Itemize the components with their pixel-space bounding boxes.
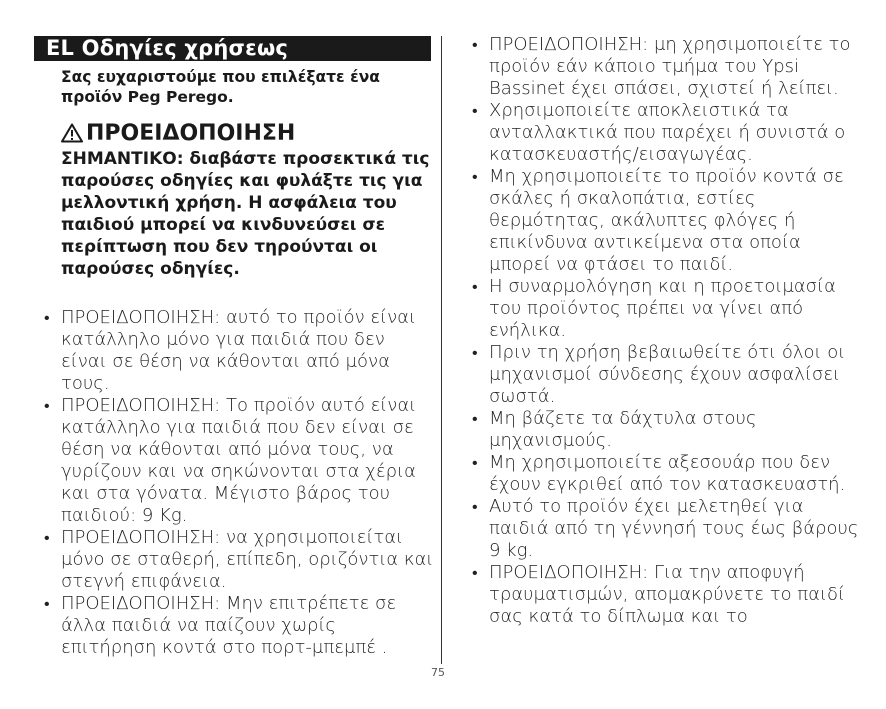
right-warning-list [464,34,859,628]
list-item: • ΠΡΟΕΙΔΟΠΟΙΗΣΗ: Το προϊόν αυτό είναι κατάλληλο για παιδιά που δεν είναι σε θέση να κάθονται από μόνα τους, να γυρίζουν και να σηκώνονται στα χέρια και στα γόνατα. Μέγιστο βάρος του παιδιού: 9 Kg. [36,395,436,527]
section-header: EL Οδηγίες χρήσεως [34,36,431,61]
list-item: • ΠΡΟΕΙΔΟΠΟΙΗΣΗ: Για την αποφυγή τραυματισμών, απομακρύνετε το παιδί σας κατά το δίπλωμα και το [464,562,859,628]
list-item: • Μη χρησιμοποιείτε αξεσουάρ που δεν έχουν εγκριθεί από τον κατασκευαστή. [464,452,859,496]
list-item: • Πριν τη χρήση βεβαιωθείτε ότι όλοι οι μηχανισμοί σύνδεσης έχουν ασφαλίσει σωστά. [464,342,859,408]
column-divider [441,36,442,664]
list-item: • Αυτό το προϊόν έχει μελετηθεί για παιδιά από τη γέννησή τους έως βάρους 9 kg. [464,496,859,562]
list-item: • Η συναρμολόγηση και η προετοιμασία του προϊόντος πρέπει να γίνει από ενήλικα. [464,276,859,342]
list-item: • ΠΡΟΕΙΔΟΠΟΙΗΣΗ: Μην επιτρέπετε σε άλλα παιδιά να παίζουν χωρίς επιτήρηση κοντά στο πορτ-μπεμπέ . [36,593,436,659]
list-item: • ΠΡΟΕΙΔΟΠΟΙΗΣΗ: να χρησιμοποιείται μόνο σε σταθερή, επίπεδη, οριζόντια και στεγνή επιφάνεια. [36,527,436,593]
left-warning-list [36,307,436,659]
page-number: 75 [431,666,445,679]
warning-title-text: ΠΡΟΕΙΔΟΠΟΙΗΣΗ [86,121,296,146]
list-item: • Χρησιμοποιείτε αποκλειστικά τα ανταλλακτικά που παρέχει ή συνιστά ο κατασκευαστής/εισαγωγέας. [464,100,859,166]
list-item: • ΠΡΟΕΙΔΟΠΟΙΗΣΗ: αυτό το προϊόν είναι κατάλληλο μόνο για παιδιά που δεν είναι σε θέση να κάθονται από μόνα τους. [36,307,436,395]
warning-title [61,121,295,147]
important-notice: ΣΗΜΑΝΤΙΚΟ: διαβάστε προσεκτικά τις παρούσες οδηγίες και φυλάξτε τις για μελλοντική χρήση. Η ασφάλεια του παιδιού μπορεί να κινδυνεύσει σε περίπτωση που δεν τηρούνται οι παρούσες οδηγίες. [61,149,430,279]
list-item: • Μη χρησιμοποιείτε το προϊόν κοντά σε σκάλες ή σκαλοπάτια, εστίες θερμότητας, ακάλυπτες φλόγες ή επικίνδυνα αντικείμενα στα οποία μπορεί να φτάσει το παιδί. [464,166,859,276]
list-item: • ΠΡΟΕΙΔΟΠΟΙΗΣΗ: μη χρησιμοποιείτε το προϊόν εάν κάποιο τμήμα του Ypsi Bassinet έχει σπάσει, σχιστεί ή λείπει. [464,34,859,100]
list-item: • Μη βάζετε τα δάχτυλα στους μηχανισμούς. [464,408,859,452]
warning-triangle-icon [61,123,83,143]
thanks-text: Σας ευχαριστούμε που επιλέξατε ένα προϊόν Peg Perego. [61,68,380,106]
